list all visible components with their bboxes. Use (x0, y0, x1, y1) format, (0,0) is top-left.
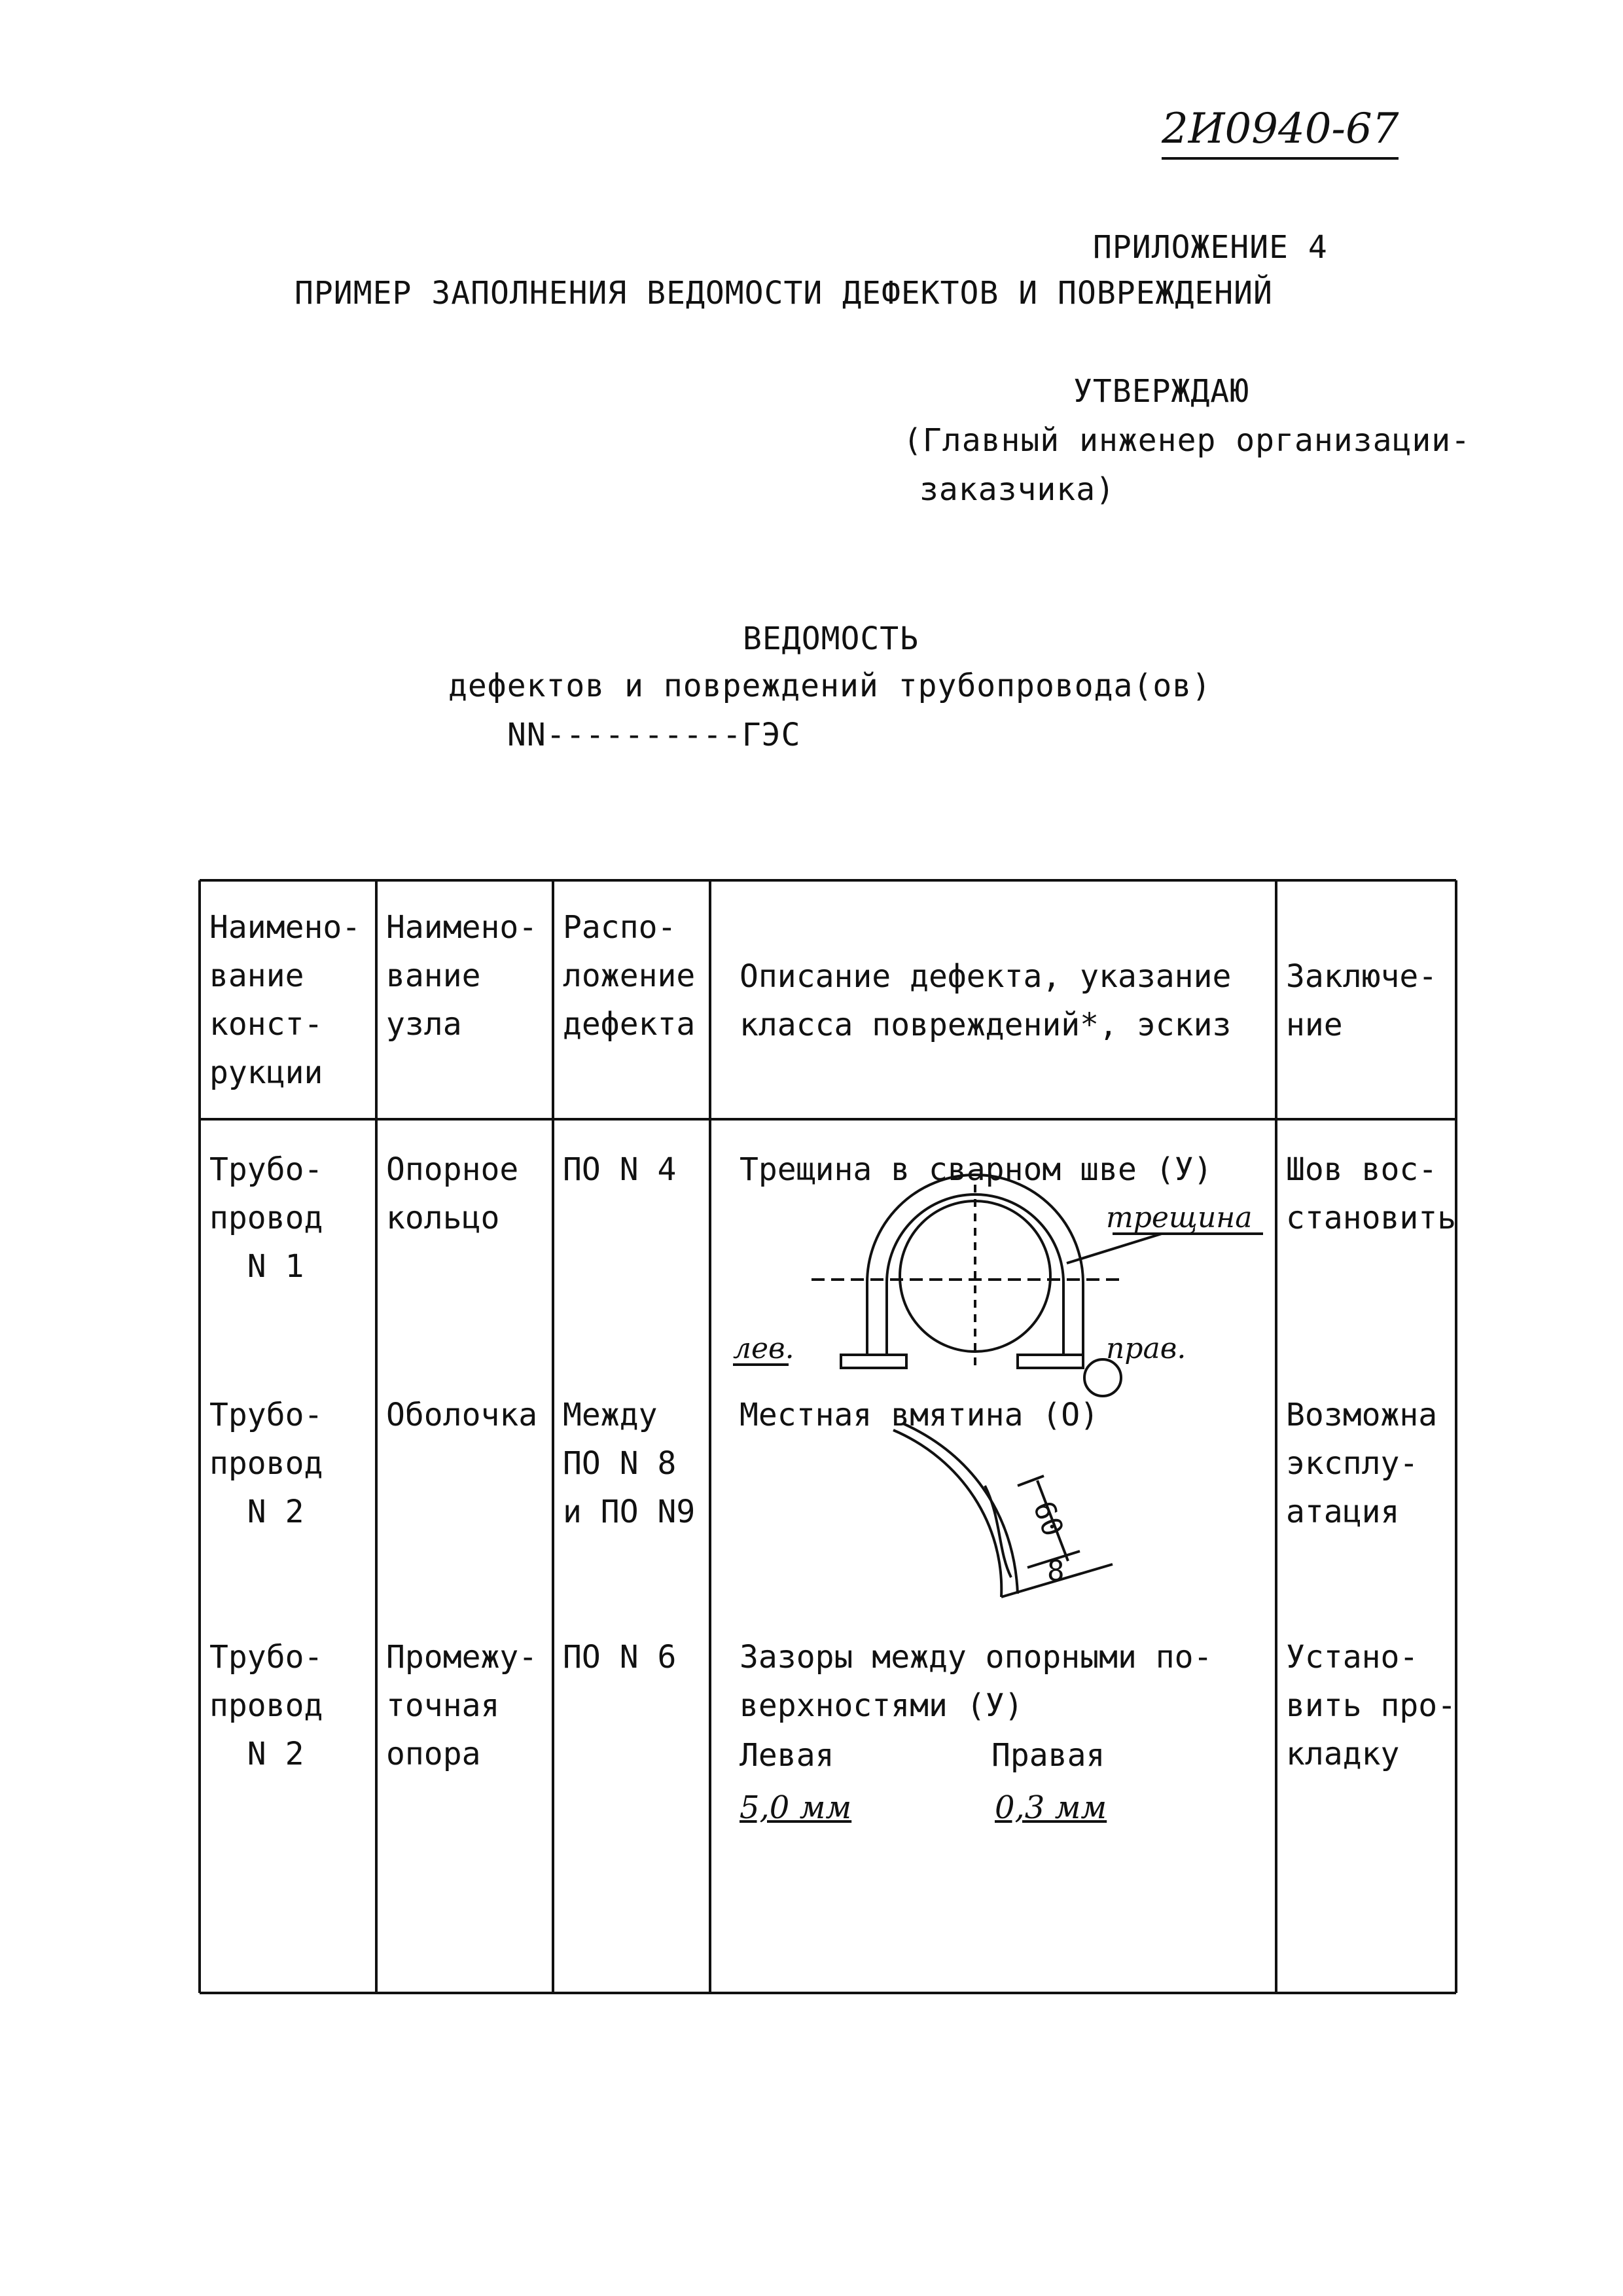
crack-leader-line (1067, 1234, 1162, 1263)
row2-conclusion: Возможна эксплу- атация (1286, 1397, 1438, 1530)
right-support-plate (1018, 1355, 1083, 1368)
approval-heading: УТВЕРЖДАЮ (1073, 373, 1250, 410)
row1-conclusion: Шов вос- становить (1286, 1151, 1457, 1236)
appendix-label: ПРИЛОЖЕНИЕ 4 (1093, 229, 1328, 266)
sketch-label-crack: трещина (1106, 1201, 1253, 1234)
header-node: Наимено- вание узла (386, 909, 538, 1043)
approval-signatory-line1: (Главный инженер организации- (903, 422, 1471, 459)
page-title: ПРИМЕР ЗАПОЛНЕНИЯ ВЕДОМОСТИ ДЕФЕКТОВ И ПОВРЕЖДЕНИЙ (294, 275, 1273, 312)
row1-location: ПО N 4 (563, 1151, 677, 1188)
row3-description: Зазоры между опорными по- верхностями (У) (740, 1639, 1213, 1724)
row3-gap-left-label: Левая (740, 1737, 834, 1774)
shell-profile (893, 1430, 1001, 1597)
sketch-label-right: прав. (1106, 1332, 1186, 1365)
row3-gap-right-label: Правая (991, 1737, 1105, 1774)
row3-conclusion: Устано- вить про- кладку (1286, 1639, 1457, 1772)
row2-node: Оболочка (386, 1397, 538, 1433)
row3-node: Промежу- точная опора (386, 1639, 538, 1772)
dimension-label-length: 60 (1026, 1496, 1070, 1541)
dimension-label-depth: 8 (1047, 1554, 1065, 1588)
statement-subtitle: дефектов и повреждений трубопровода(ов) (448, 668, 1212, 704)
row3-gap-left-value: 5,0 мм (740, 1789, 852, 1826)
row3-construction: Трубо- провод N 2 (209, 1639, 323, 1772)
header-description: Описание дефекта, указание класса повреждений*, эскиз (740, 958, 1232, 1043)
row2-description: Местная вмятина (О) (740, 1397, 1099, 1433)
statement-station-number: NN----------ГЭС (507, 717, 801, 753)
row2-construction: Трубо- провод N 2 (209, 1397, 323, 1530)
header-conclusion: Заключе- ние (1286, 958, 1438, 1043)
row1-node: Опорное кольцо (386, 1151, 519, 1236)
sketch-label-left: лев. (733, 1332, 794, 1365)
row1-construction: Трубо- провод N 1 (209, 1151, 323, 1285)
statement-title: ВЕДОМОСТЬ (743, 620, 919, 657)
row3-gap-right-value: 0,3 мм (995, 1789, 1107, 1826)
row1-description: Трещина в сварном шве (У) (740, 1151, 1213, 1188)
row2-location: Между ПО N 8 и ПО N9 (563, 1397, 696, 1530)
approval-signatory-line2: заказчика) (919, 471, 1115, 508)
document-number: 2И0940-67 (1162, 105, 1399, 160)
left-support-plate (841, 1355, 906, 1368)
row3-location: ПО N 6 (563, 1639, 677, 1676)
header-location: Распо- ложение дефекта (563, 909, 696, 1043)
dent-curve (985, 1486, 1011, 1577)
dent-sketch (893, 1424, 1113, 1597)
header-construction: Наимено- вание конст- рукции (209, 909, 361, 1091)
